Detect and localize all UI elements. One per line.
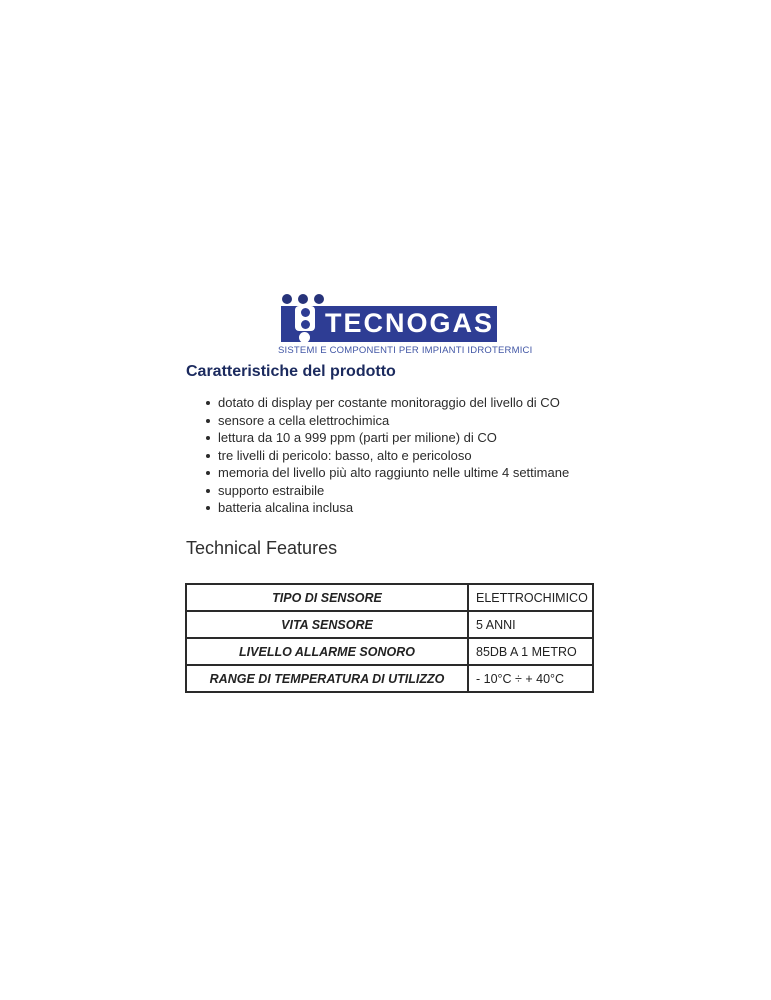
logo-capsule-dot-icon [301, 320, 310, 329]
spec-label-cell: TIPO DI SENSORE [186, 584, 468, 611]
product-features-title: Caratteristiche del prodotto [186, 363, 396, 380]
feature-item: supporto estraibile [204, 482, 569, 500]
feature-item: memoria del livello più alto raggiunto nelle ultime 4 settimane [204, 464, 569, 482]
spec-value-cell: 85DB A 1 METRO [468, 638, 593, 665]
logo-box [281, 306, 497, 342]
brand-wordmark: TECNOGAS [325, 307, 495, 338]
feature-item: lettura da 10 a 999 ppm (parti per milione) di CO [204, 429, 569, 447]
technical-features-title: Technical Features [186, 538, 338, 558]
spec-label-cell: VITA SENSORE [186, 611, 468, 638]
logo-capsule-icon [295, 306, 315, 331]
brand-tagline: SISTEMI E COMPONENTI PER IMPIANTI IDROTERMICI [278, 345, 533, 356]
spec-row [186, 611, 593, 638]
logo-dot-icon [314, 294, 324, 304]
spec-value-cell: 5 ANNI [468, 611, 593, 638]
logo-capsule-dot-icon [301, 308, 310, 317]
feature-item: dotato di display per costante monitoraggio del livello di CO [204, 394, 569, 412]
logo-dot-icon [298, 294, 308, 304]
logo-dot-icon [282, 294, 292, 304]
spec-row [186, 665, 593, 692]
spec-label-cell: LIVELLO ALLARME SONORO [186, 638, 468, 665]
feature-item: batteria alcalina inclusa [204, 499, 569, 517]
spec-value-cell: - 10°C ÷ + 40°C [468, 665, 593, 692]
spec-row [186, 638, 593, 665]
spec-value-cell: ELETTROCHIMICO [468, 584, 593, 611]
feature-item: sensore a cella elettrochimica [204, 412, 569, 430]
spec-table [185, 583, 594, 693]
logo-dots-icon [282, 294, 324, 304]
feature-item: tre livelli di pericolo: basso, alto e pericoloso [204, 447, 569, 465]
feature-list [204, 394, 569, 517]
spec-row [186, 584, 593, 611]
logo-bottom-dot-icon [299, 332, 310, 343]
spec-label-cell: RANGE DI TEMPERATURA DI UTILIZZO [186, 665, 468, 692]
